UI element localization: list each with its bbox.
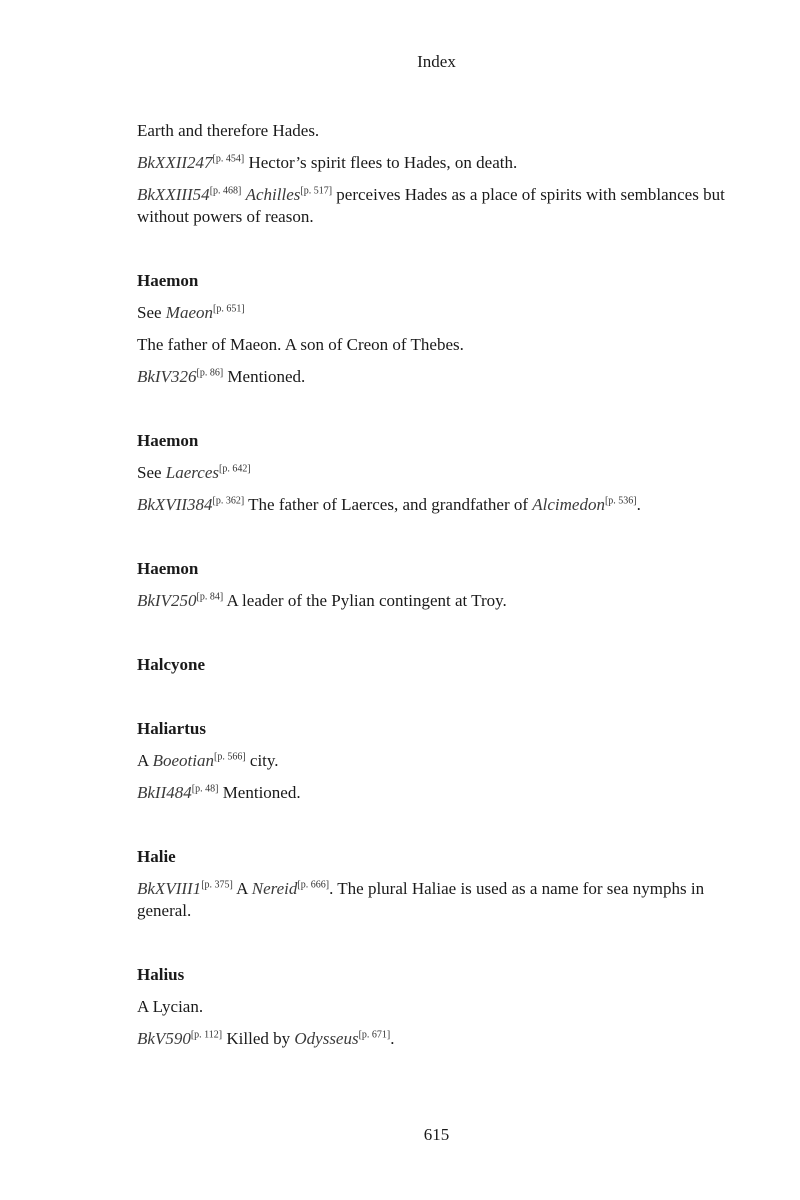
entry-heading: Haemon xyxy=(137,559,199,578)
page-number: 615 xyxy=(423,1125,450,1144)
cross-ref-link[interactable]: Boeotian xyxy=(152,751,214,770)
entry-text: A xyxy=(232,879,252,898)
entry-line xyxy=(137,184,737,228)
page-ref: [p. 375] xyxy=(201,879,233,891)
page-ref: [p. 642] xyxy=(219,463,251,475)
entry-line xyxy=(137,152,737,174)
entry-text: Hector’s spirit flees to Hades, on death. xyxy=(244,153,518,172)
page-ref: [p. 517] xyxy=(300,185,333,197)
entry-line xyxy=(137,878,737,922)
page-ref: [p. 651] xyxy=(213,303,245,315)
page-ref: [p. 666] xyxy=(297,879,330,891)
entry-text: The father of Maeon. A son of Creon of Thebes. xyxy=(137,335,464,354)
page-ref: [p. 536] xyxy=(604,495,637,507)
entry-line xyxy=(137,782,737,804)
see-label: See xyxy=(137,303,166,322)
page-ref: [p. 468] xyxy=(209,185,242,197)
entry-text: perceives Hades as a place of spirits with semblances but without powers of reason. xyxy=(137,185,725,226)
book-ref-link[interactable]: BkIV250 xyxy=(137,591,197,610)
entry-line xyxy=(137,120,737,142)
page-ref: [p. 566] xyxy=(213,751,246,763)
cross-ref-link[interactable]: Odysseus xyxy=(294,1029,359,1048)
entry-line xyxy=(137,494,737,516)
page-ref: [p. 112] xyxy=(190,1029,223,1041)
book-ref-link[interactable]: BkXVIII1 xyxy=(137,879,202,898)
entry-text: Killed by xyxy=(222,1029,295,1048)
entry-line xyxy=(137,302,737,324)
entry-line xyxy=(137,366,737,388)
page-ref: [p. 671] xyxy=(358,1029,391,1041)
entry-text: The father of Laerces, and grandfather of xyxy=(244,495,533,514)
entry-heading: Haliartus xyxy=(137,719,206,738)
entry-heading: Halcyone xyxy=(137,655,205,674)
entry-text: . xyxy=(636,495,641,514)
book-ref-link[interactable]: BkXVII384 xyxy=(137,495,213,514)
page-ref: [p. 86] xyxy=(196,367,224,379)
page-ref: [p. 454] xyxy=(212,153,245,165)
entry-text: city. xyxy=(245,751,279,770)
running-head: Index xyxy=(417,52,456,71)
entry-line xyxy=(137,462,737,484)
entry-heading: Halius xyxy=(137,965,185,984)
entry-line xyxy=(137,590,737,612)
entry-line xyxy=(137,334,737,356)
entry-text: A leader of the Pylian contingent at Troy. xyxy=(223,591,507,610)
index-content xyxy=(137,120,737,1060)
entry-text: Earth and therefore Hades. xyxy=(137,121,320,140)
entry-text: Mentioned. xyxy=(223,367,306,386)
cross-ref-link[interactable]: Alcimedon xyxy=(532,495,605,514)
cross-ref-link[interactable]: Achilles xyxy=(245,185,301,204)
book-ref-link[interactable]: BkXXII247 xyxy=(137,153,213,172)
cross-ref-link[interactable]: Maeon xyxy=(165,303,214,322)
page-ref: [p. 48] xyxy=(191,783,219,795)
page-ref: [p. 84] xyxy=(196,591,224,603)
cross-ref-link[interactable]: Nereid xyxy=(251,879,298,898)
entry-line xyxy=(137,750,737,772)
entry-heading: Haemon xyxy=(137,431,199,450)
entry-heading: Halie xyxy=(137,847,176,866)
book-ref-link[interactable]: BkIV326 xyxy=(137,367,197,386)
entry-text: A xyxy=(137,751,153,770)
entry-text: . The plural Haliae is used as a name for sea nymphs in general. xyxy=(137,879,705,920)
entry-line xyxy=(137,1028,737,1050)
entry-line xyxy=(137,996,737,1018)
cross-ref-link[interactable]: Laerces xyxy=(165,463,219,482)
see-label: See xyxy=(137,463,166,482)
page-ref: [p. 362] xyxy=(212,495,245,507)
entry-text: Mentioned. xyxy=(218,783,301,802)
entry-heading: Haemon xyxy=(137,271,199,290)
entry-text: . xyxy=(390,1029,395,1048)
book-ref-link[interactable]: BkXXIII54 xyxy=(137,185,210,204)
entry-text: A Lycian. xyxy=(137,997,204,1016)
book-ref-link[interactable]: BkII484 xyxy=(137,783,192,802)
book-ref-link[interactable]: BkV590 xyxy=(137,1029,191,1048)
